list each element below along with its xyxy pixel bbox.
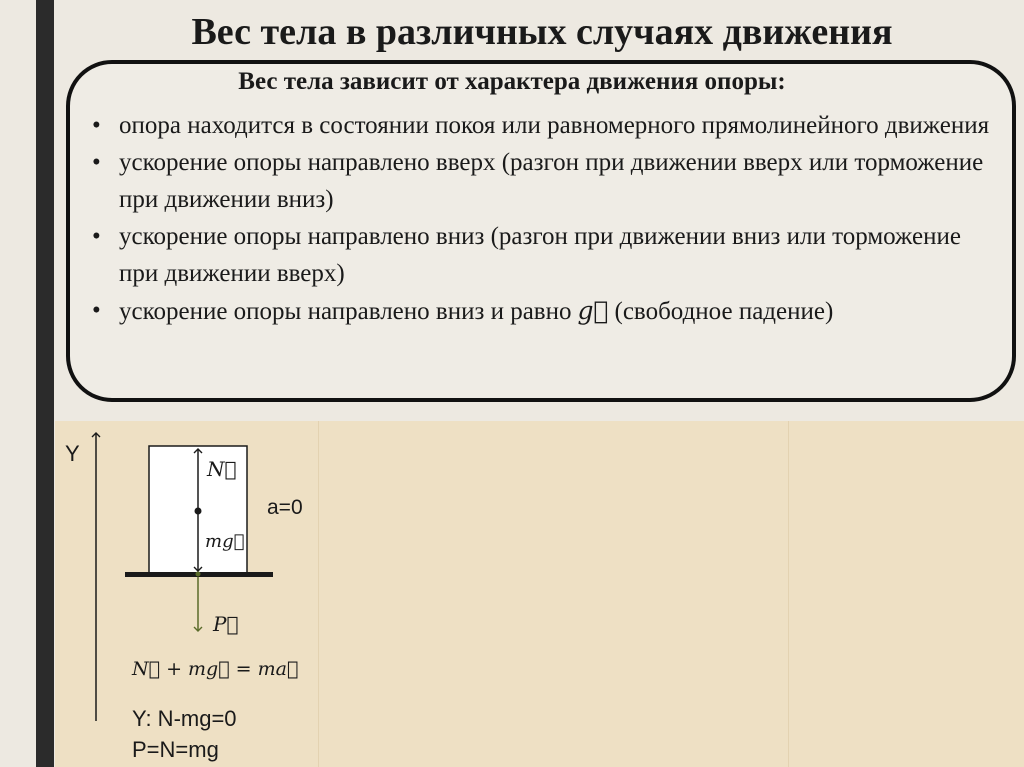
y-axis-label: Y bbox=[65, 441, 80, 466]
bullet-dot: • bbox=[92, 223, 101, 250]
panel-divider bbox=[788, 421, 789, 767]
bullet-text-after: (свободное падение) bbox=[614, 298, 834, 325]
left-accent-bar bbox=[36, 0, 54, 767]
y-projection-equation: Y: N-mg=0 bbox=[132, 706, 237, 731]
contact-point-dot bbox=[196, 572, 201, 577]
slide-title: Вес тела в различных случаях движения bbox=[191, 11, 893, 53]
weight-equation: P=N=mg bbox=[132, 737, 219, 762]
bullet-item bbox=[92, 107, 1002, 144]
bullet-dot: • bbox=[92, 297, 101, 324]
bullet-dot: • bbox=[92, 149, 101, 176]
bullet-text: ускорение опоры направлено вниз (разгон при движении вниз или торможение при движении вверх) bbox=[119, 223, 961, 287]
bullet-item bbox=[92, 144, 1002, 218]
bullet-text: опора находится в состоянии покоя или равномерного прямолинейного движения bbox=[119, 112, 990, 139]
acceleration-label: a=0 bbox=[267, 496, 303, 519]
bullet-item bbox=[92, 292, 1002, 330]
bullet-list bbox=[92, 107, 1002, 330]
vector-n-label: N⃗ bbox=[207, 457, 237, 481]
g-vector-symbol: g⃗ bbox=[577, 296, 609, 325]
vector-p-label: P⃗ bbox=[213, 612, 239, 636]
bullet-text: ускорение опоры направлено вверх (разгон при движении вверх или торможение при движении вниз) bbox=[119, 149, 984, 213]
vector-equation: N⃗ + mg⃗ = ma⃗ bbox=[132, 658, 299, 680]
bullet-text-before: ускорение опоры направлено вниз и равно bbox=[119, 298, 572, 325]
bullet-item bbox=[92, 218, 1002, 292]
box-heading: Вес тела зависит от характера движения опоры: bbox=[238, 68, 786, 95]
center-of-mass-dot bbox=[195, 508, 202, 515]
vector-mg-label: mg⃗ bbox=[205, 531, 245, 552]
bullet-text bbox=[114, 292, 1002, 330]
bullet-dot: • bbox=[92, 112, 101, 139]
